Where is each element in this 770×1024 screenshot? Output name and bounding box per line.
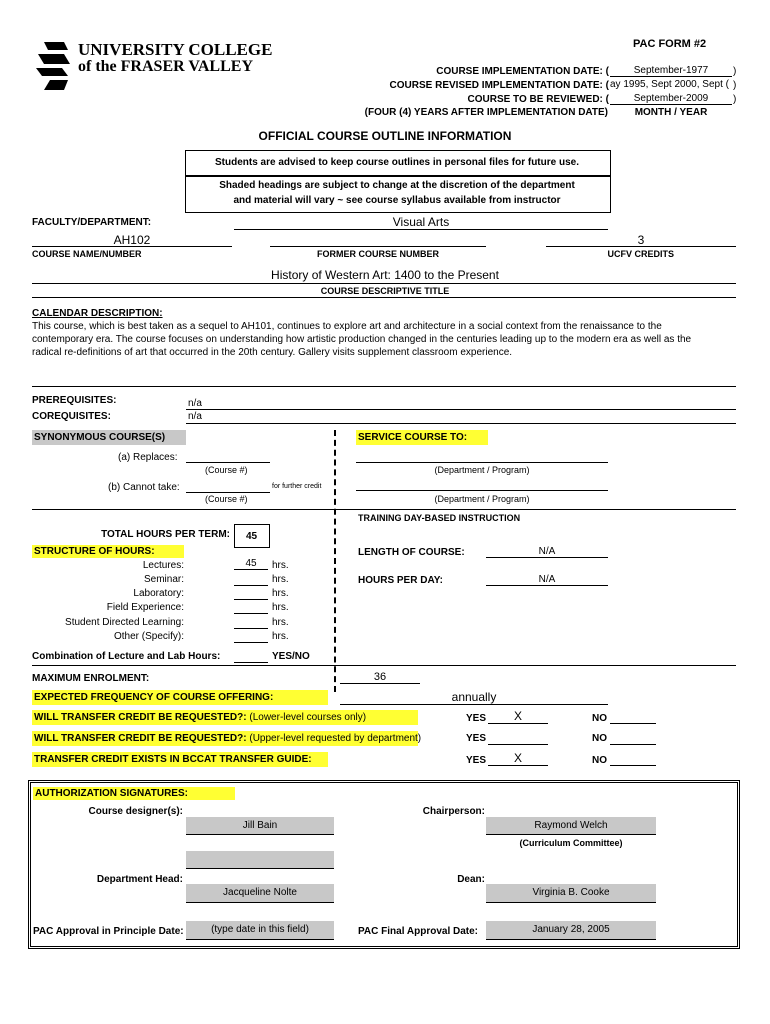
coreq-label: COREQUISITES: bbox=[32, 411, 111, 422]
pac-final-line bbox=[486, 939, 656, 940]
sdl-line[interactable] bbox=[234, 628, 268, 629]
transfer-upper-no-line[interactable] bbox=[610, 744, 656, 745]
dean-label: Dean: bbox=[457, 874, 485, 885]
designer-field-2[interactable] bbox=[186, 851, 334, 869]
field-line[interactable] bbox=[234, 613, 268, 614]
pac-final-field[interactable]: January 28, 2005 bbox=[486, 921, 656, 939]
cannot-take-label: (b) Cannot take: bbox=[108, 482, 180, 493]
other-hrs: hrs. bbox=[272, 631, 289, 642]
transfer-upper-note: (Upper-level requested by department) bbox=[249, 733, 422, 744]
dept-head-label: Department Head: bbox=[96, 874, 183, 885]
combo-yesno: YES/NO bbox=[272, 651, 310, 662]
frequency-value[interactable]: annually bbox=[451, 690, 497, 704]
transfer-lower-yes-mark[interactable]: X bbox=[488, 709, 548, 724]
faculty-line bbox=[234, 229, 608, 230]
field-hrs: hrs. bbox=[272, 602, 289, 613]
review-date-label: COURSE TO BE REVIEWED: ( bbox=[467, 94, 609, 105]
lab-hrs: hrs. bbox=[272, 588, 289, 599]
chair-sub: (Curriculum Committee) bbox=[519, 838, 623, 848]
divider-4 bbox=[32, 665, 736, 666]
replaces-course-hash: (Course #) bbox=[205, 465, 248, 475]
credits-label: UCFV CREDITS bbox=[607, 249, 674, 259]
pac-principle-label: PAC Approval in Principle Date: bbox=[33, 926, 184, 937]
designer-label: Course designer(s): bbox=[88, 806, 183, 817]
chair-label: Chairperson: bbox=[422, 806, 485, 817]
faculty-value[interactable]: Visual Arts bbox=[392, 215, 450, 229]
prereq-line bbox=[186, 409, 736, 410]
lectures-hrs: hrs. bbox=[272, 560, 289, 571]
revised-date-label: COURSE REVISED IMPLEMENTATION DATE: ( bbox=[389, 80, 609, 91]
frequency-label: EXPECTED FREQUENCY OF COURSE OFFERING: bbox=[32, 690, 328, 705]
transfer-upper-yes-line[interactable] bbox=[488, 744, 548, 745]
service-dept-2: (Department / Program) bbox=[434, 494, 530, 504]
coreq-value[interactable]: n/a bbox=[188, 411, 202, 422]
cannot-course-hash: (Course #) bbox=[205, 494, 248, 504]
transfer-upper-row bbox=[32, 731, 422, 746]
logo-mark-icon bbox=[34, 40, 74, 92]
former-number-line[interactable] bbox=[270, 246, 486, 247]
course-number-value[interactable]: AH102 bbox=[113, 233, 151, 247]
sdl-label: Student Directed Learning: bbox=[65, 617, 184, 628]
replaces-line[interactable] bbox=[186, 462, 270, 463]
dean-field[interactable]: Virginia B. Cooke bbox=[486, 884, 656, 902]
seminar-hrs: hrs. bbox=[272, 574, 289, 585]
transfer-lower-no: NO bbox=[592, 713, 607, 724]
divider-2 bbox=[32, 386, 736, 387]
chair-field[interactable]: Raymond Welch bbox=[486, 817, 656, 835]
synonymous-label: SYNONYMOUS COURSE(S) bbox=[32, 430, 186, 445]
cannot-take-line[interactable] bbox=[186, 492, 270, 493]
transfer-lower-row bbox=[32, 710, 418, 725]
seminar-label: Seminar: bbox=[143, 574, 184, 585]
pac-principle-field[interactable]: (type date in this field) bbox=[186, 921, 334, 939]
transfer-upper-yes: YES bbox=[466, 733, 487, 744]
sdl-hrs: hrs. bbox=[272, 617, 289, 628]
hpd-value[interactable]: N/A bbox=[486, 574, 608, 586]
page-title: OFFICIAL COURSE OUTLINE INFORMATION bbox=[258, 129, 512, 143]
length-label: LENGTH OF COURSE: bbox=[358, 547, 465, 558]
further-credit-label: for further credit bbox=[272, 483, 322, 490]
four-years-label: (FOUR (4) YEARS AFTER IMPLEMENTATION DATE) bbox=[364, 107, 608, 118]
review-date-value[interactable]: September-2009 bbox=[610, 93, 732, 105]
course-number-label: COURSE NAME/NUMBER bbox=[32, 249, 142, 259]
field-label: Field Experience: bbox=[106, 602, 184, 613]
transfer-lower-yes: YES bbox=[466, 713, 487, 724]
transfer-lower-label: WILL TRANSFER CREDIT BE REQUESTED?: bbox=[34, 712, 247, 723]
prereq-value[interactable]: n/a bbox=[188, 398, 202, 409]
coreq-line bbox=[186, 423, 736, 424]
calendar-line-1: This course, which is best taken as a sequel to AH101, continues to explore art and architecture in a social context from the renaissance to the bbox=[32, 321, 662, 332]
review-date-close: ) bbox=[733, 94, 737, 105]
calendar-label: CALENDAR DESCRIPTION: bbox=[32, 308, 163, 319]
descriptive-title-label: COURSE DESCRIPTIVE TITLE bbox=[320, 286, 450, 296]
service-line-2[interactable] bbox=[356, 490, 608, 491]
frequency-line bbox=[340, 704, 608, 705]
bccat-yes: YES bbox=[466, 755, 487, 766]
bccat-no-line[interactable] bbox=[610, 765, 656, 766]
transfer-upper-no: NO bbox=[592, 733, 607, 744]
dept-head-line bbox=[186, 902, 334, 903]
faculty-label: FACULTY/DEPARTMENT: bbox=[32, 217, 152, 228]
bccat-no: NO bbox=[592, 755, 607, 766]
descriptive-title-value[interactable]: History of Western Art: 1400 to the Present bbox=[271, 268, 499, 282]
lab-line[interactable] bbox=[234, 599, 268, 600]
replaces-label: (a) Replaces: bbox=[118, 452, 178, 463]
hpd-label: HOURS PER DAY: bbox=[358, 575, 444, 586]
descriptive-title-line bbox=[32, 283, 736, 284]
course-number-line bbox=[32, 246, 232, 247]
former-number-label: FORMER COURSE NUMBER bbox=[316, 249, 439, 259]
bccat-label: TRANSFER CREDIT EXISTS IN BCCAT TRANSFER GUIDE: bbox=[32, 752, 328, 767]
calendar-line-2: contemporary era. The course focuses on understanding how artistic production changed in the centuries leading up to the modern era as well as the bbox=[32, 334, 692, 345]
prereq-label: PREREQUISITES: bbox=[32, 395, 117, 406]
service-dept-1: (Department / Program) bbox=[434, 465, 530, 475]
lectures-value[interactable]: 45 bbox=[234, 558, 268, 570]
transfer-lower-no-line[interactable] bbox=[610, 723, 656, 724]
impl-date-value[interactable]: September-1977 bbox=[610, 65, 732, 77]
lectures-label: Lectures: bbox=[142, 560, 184, 571]
logo-line1: UNIVERSITY COLLEGE bbox=[78, 40, 273, 59]
dean-line bbox=[486, 902, 656, 903]
impl-date-label: COURSE IMPLEMENTATION DATE: ( bbox=[436, 66, 609, 77]
pac-principle-line bbox=[186, 939, 334, 940]
lab-label: Laboratory: bbox=[133, 588, 184, 599]
revised-date-close: ) bbox=[733, 80, 737, 91]
seminar-line[interactable] bbox=[234, 585, 268, 586]
notice-1: Students are advised to keep course outlines in personal files for future use. bbox=[215, 157, 579, 168]
total-hours-value: 45 bbox=[246, 531, 258, 542]
training-label: TRAINING DAY-BASED INSTRUCTION bbox=[358, 513, 521, 523]
divider-1 bbox=[32, 297, 736, 298]
designer-field[interactable]: Jill Bain bbox=[186, 817, 334, 835]
logo-line2: of the FRASER VALLEY bbox=[78, 58, 253, 75]
ufv-logo bbox=[34, 40, 273, 92]
form-id: PAC FORM #2 bbox=[633, 38, 707, 50]
dept-head-field[interactable]: Jacqueline Nolte bbox=[186, 884, 334, 902]
transfer-upper-label: WILL TRANSFER CREDIT BE REQUESTED?: bbox=[34, 733, 247, 744]
notice-2a: Shaded headings are subject to change at the discretion of the department bbox=[219, 180, 575, 191]
impl-date-close: ) bbox=[733, 66, 737, 77]
other-line[interactable] bbox=[234, 642, 268, 643]
notice-2b: and material will vary ~ see course syllabus available from instructor bbox=[233, 195, 561, 206]
designer-line bbox=[186, 834, 334, 835]
chair-line bbox=[486, 834, 656, 835]
combo-label: Combination of Lecture and Lab Hours: bbox=[32, 651, 221, 662]
auth-label: AUTHORIZATION SIGNATURES: bbox=[33, 787, 235, 800]
credits-value[interactable]: 3 bbox=[637, 233, 645, 247]
total-hours-label: TOTAL HOURS PER TERM: bbox=[101, 529, 230, 540]
transfer-lower-note: (Lower-level courses only) bbox=[249, 712, 367, 723]
designer-line-2 bbox=[186, 868, 334, 869]
pac-final-label: PAC Final Approval Date: bbox=[358, 926, 479, 937]
length-value[interactable]: N/A bbox=[486, 546, 608, 558]
max-enrol-value[interactable]: 36 bbox=[340, 671, 420, 684]
bccat-yes-mark[interactable]: X bbox=[488, 751, 548, 766]
calendar-line-3: radical re-definitions of art that occurred in the 20th century. Gallery visits supplement classroom experience. bbox=[32, 347, 513, 358]
divider-3 bbox=[32, 509, 736, 510]
max-enrol-label: MAXIMUM ENROLMENT: bbox=[32, 673, 150, 684]
structure-label: STRUCTURE OF HOURS: bbox=[32, 545, 184, 558]
revised-date-value[interactable]: ay 1995, Sept 2000, Sept ( bbox=[610, 79, 729, 90]
month-year-label: MONTH / YEAR bbox=[634, 107, 708, 118]
other-label: Other (Specify): bbox=[113, 631, 184, 642]
section-divider bbox=[334, 430, 336, 692]
service-course-label: SERVICE COURSE TO: bbox=[356, 430, 488, 445]
service-line-1[interactable] bbox=[356, 462, 608, 463]
combo-line[interactable] bbox=[234, 662, 268, 663]
credits-line bbox=[546, 246, 736, 247]
